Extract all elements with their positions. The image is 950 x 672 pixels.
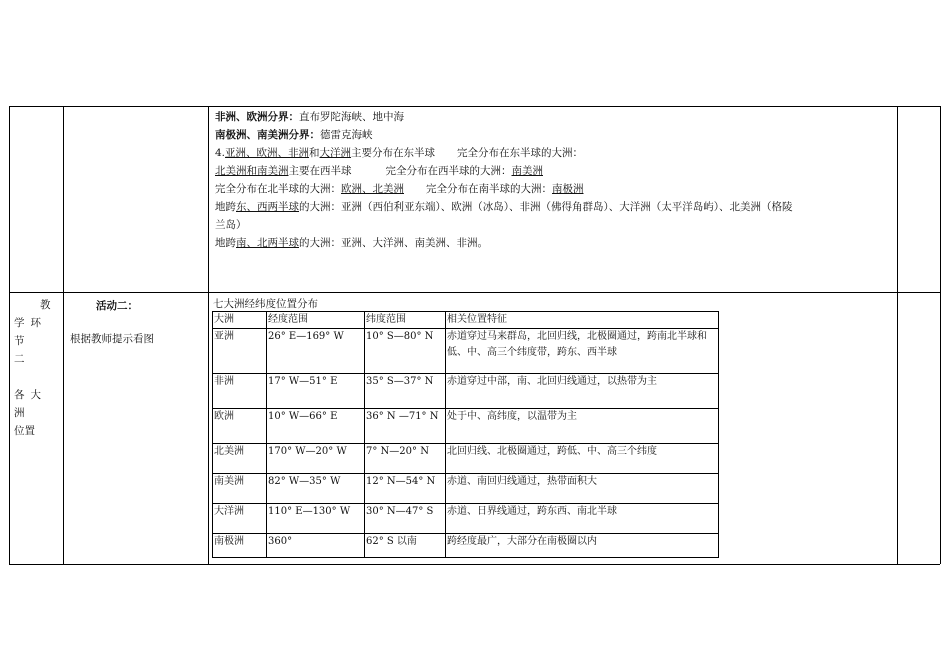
- text-fragment: 主要分布在东半球: [351, 147, 436, 159]
- underlined-answer: 亚洲、欧洲、非洲: [225, 147, 310, 159]
- span-east-west-line-cont: [215, 218, 247, 232]
- span-north-south-line: [215, 236, 488, 250]
- activity-instruction: 根据教师提示看图: [70, 333, 154, 345]
- text-fragment: 的大洲：亚洲、大洋洲、南美洲、非洲。: [299, 237, 488, 249]
- feature-cell: 跨经度最广，大部分在南极圈以内: [446, 534, 719, 558]
- header-cell: 相关位置特征: [446, 312, 719, 329]
- outer-top-border: [9, 106, 940, 107]
- text-fragment: 的大洲：亚洲（西伯利亚东端）、欧洲（冰岛）、非洲（佛得角群岛）、大洋洲（太平洋岛屿）、北美洲（格陵: [299, 201, 793, 213]
- feature-cell: 赤道、日界线通过，跨东西、南北半球: [446, 504, 719, 534]
- stage-line: 各大洲: [14, 389, 47, 419]
- outer-left-border: [9, 106, 10, 564]
- text-fragment: 主要在西半球: [288, 165, 352, 177]
- feature-cell: 赤道穿过中部，南、北回归线通过，以热带为主: [446, 374, 719, 409]
- outer-col1-divider: [63, 106, 64, 564]
- feature-cell: 处于中、高纬度，以温带为主: [446, 409, 719, 444]
- item-number: 4.: [215, 147, 226, 159]
- activity-title: 活动二：: [96, 300, 138, 312]
- underlined-answer: 北美洲和南美洲: [215, 165, 289, 177]
- boundary-text: 直布罗陀海峡、地中海: [299, 111, 404, 123]
- continent-cell: 欧洲: [213, 409, 267, 444]
- boundary-text: 德雷克海峡: [320, 129, 373, 141]
- teaching-stage-label: [14, 296, 60, 440]
- continent-cell: 北美洲: [213, 444, 267, 474]
- feature-cell: 赤道、南回归线通过，热带面积大: [446, 474, 719, 504]
- continent-boundary-antarctica-samerica: [215, 128, 373, 142]
- longitude-cell: 26° E—169° W: [267, 329, 365, 374]
- outer-bottom-border: [9, 564, 940, 565]
- continent-boundary-africa-europe: [215, 110, 404, 124]
- continent-cell: 大洋洲: [213, 504, 267, 534]
- header-cell: 纬度范围: [365, 312, 446, 329]
- text-fragment: 地跨: [215, 201, 236, 213]
- stage-line: 位置: [14, 425, 35, 437]
- latitude-cell: 7° N—20° N: [365, 444, 446, 474]
- longitude-cell: 17° W—51° E: [267, 374, 365, 409]
- stage-line: 学环节: [14, 317, 47, 347]
- table-title: 七大洲经纬度位置分布: [213, 298, 318, 310]
- continent-cell: 亚洲: [213, 329, 267, 374]
- text-fragment: 完全分布在南半球的大洲：: [426, 183, 552, 195]
- text-fragment: 兰岛）: [215, 219, 247, 231]
- boundary-label: 非洲、欧洲分界：: [215, 111, 299, 123]
- outer-row-divider: [9, 292, 940, 293]
- stage-line: 教: [40, 299, 51, 311]
- header-cell: 大洲: [213, 312, 267, 329]
- text-fragment: 完全分布在东半球的大洲：: [457, 147, 584, 159]
- underlined-answer: 大洋洲: [319, 147, 352, 159]
- eastern-hemisphere-line: [215, 146, 583, 160]
- text-fragment: 和: [309, 147, 320, 159]
- table-row: [213, 409, 719, 444]
- continent-cell: 非洲: [213, 374, 267, 409]
- feature-cell: 赤道穿过马来群岛，北回归线，北极圈通过，跨南北半球和低、中、高三个纬度带，跨东、西半球: [446, 329, 719, 374]
- longitude-cell: 170° W—20° W: [267, 444, 365, 474]
- table-row: [213, 534, 719, 558]
- longitude-cell: 82° W—35° W: [267, 474, 365, 504]
- continent-cell: 南极洲: [213, 534, 267, 558]
- outer-col2-divider: [208, 106, 209, 564]
- table-row: [213, 474, 719, 504]
- table-row: [213, 374, 719, 409]
- header-cell: 经度范围: [267, 312, 365, 329]
- text-fragment: 地跨: [215, 237, 236, 249]
- outer-col3-divider: [897, 106, 898, 564]
- underlined-answer: 欧洲、北美洲: [341, 183, 404, 195]
- longitude-cell: 110° E—130° W: [267, 504, 365, 534]
- span-east-west-line: [215, 200, 793, 214]
- table-row: [213, 329, 719, 374]
- outer-right-border: [940, 106, 941, 564]
- underlined-answer: 东、西两半球: [236, 201, 299, 213]
- longitude-cell: 360°: [267, 534, 365, 558]
- stage-line: 二: [14, 353, 25, 365]
- continent-cell: 南美洲: [213, 474, 267, 504]
- latitude-cell: 36° N —71° N: [365, 409, 446, 444]
- feature-cell: 北回归线、北极圈通过，跨低、中、高三个纬度: [446, 444, 719, 474]
- latitude-cell: 30° N—47° S: [365, 504, 446, 534]
- underlined-answer: 南极洲: [552, 183, 584, 195]
- table-header-row: [213, 312, 719, 329]
- underlined-answer: 南、北两半球: [236, 237, 299, 249]
- latitude-cell: 12° N—54° N: [365, 474, 446, 504]
- latitude-cell: 10° S—80° N: [365, 329, 446, 374]
- table-row: [213, 504, 719, 534]
- boundary-label: 南极洲、南美洲分界：: [215, 129, 320, 141]
- western-hemisphere-line: [215, 164, 543, 178]
- table-row: [213, 444, 719, 474]
- continent-position-table: [212, 311, 719, 558]
- latitude-cell: 62° S 以南: [365, 534, 446, 558]
- text-fragment: 完全分布在西半球的大洲：: [385, 165, 512, 177]
- north-south-hemisphere-line: [215, 182, 584, 196]
- latitude-cell: 35° S—37° N: [365, 374, 446, 409]
- underlined-answer: 南美洲: [511, 165, 543, 177]
- text-fragment: 完全分布在北半球的大洲：: [215, 183, 341, 195]
- longitude-cell: 10° W—66° E: [267, 409, 365, 444]
